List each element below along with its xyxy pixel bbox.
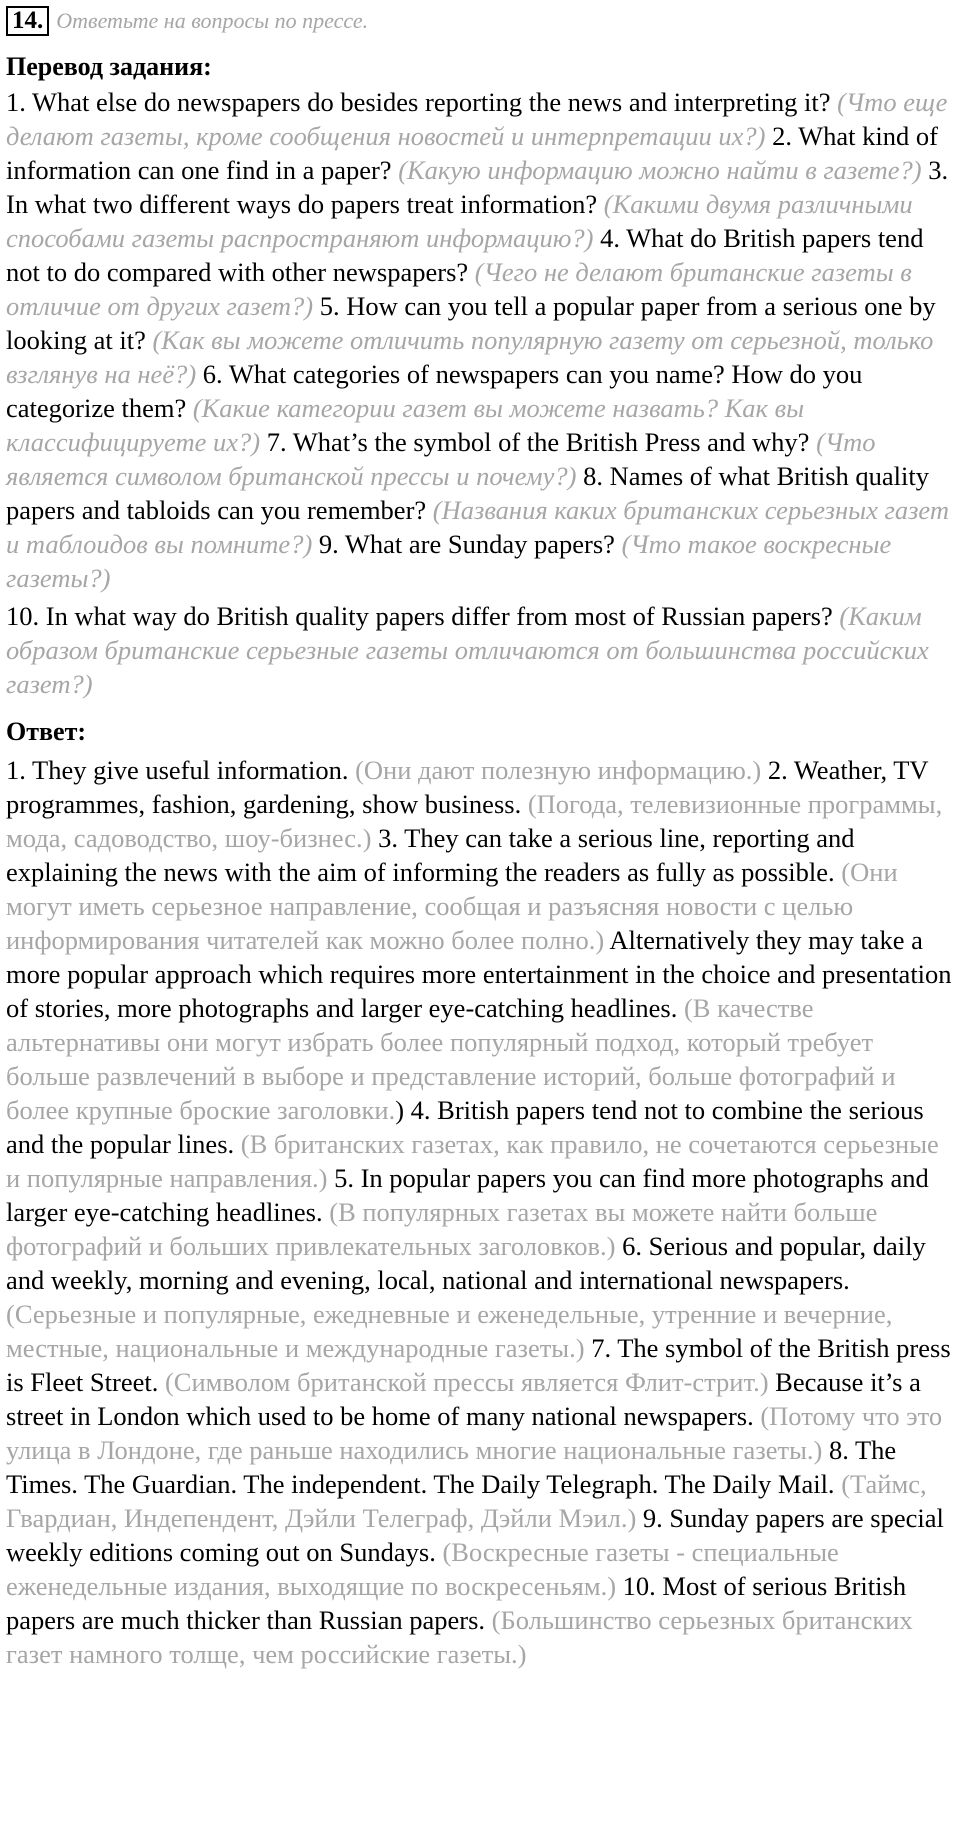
task-number: 14.	[6, 6, 49, 36]
answer-3b-en: Alternatively they may take a more popular approach which requires more entertainment in the choice and presentation of stories, more photographs and larger eye-catching headlines.	[6, 925, 952, 1023]
answer-3-en: 3. They can take a serious line, reporting and explaining the news with the aim of informing the readers as fully as possible.	[6, 823, 855, 887]
answer-2-en: 2. Weather, TV programmes, fashion, gardening, show business.	[6, 755, 929, 819]
answer-4-en: ) 4. British papers tend not to combine the serious and the popular lines.	[6, 1095, 924, 1159]
task-instruction: Ответьте на вопросы по прессе.	[56, 8, 369, 33]
questions-paragraph	[6, 85, 956, 595]
question-8-en: 8. Names of what British quality papers and tabloids can you remember?	[6, 461, 929, 525]
question-9-en: 9. What are Sunday papers?	[312, 529, 622, 559]
answer-4-ru: (В британских газетах, как правило, не сочетаются серьезные и популярные направления.)	[6, 1129, 939, 1193]
question-2-en: 2. What kind of information can one find in a paper?	[6, 121, 938, 185]
answers-paragraph	[6, 753, 956, 1671]
question-4-ru: (Чего не делают британские газеты в отличие от других газет?)	[6, 257, 912, 321]
question-10-en: 10. In what way do British quality papers differ from most of Russian papers?	[6, 601, 840, 631]
question-5-ru: (Как вы можете отличить популярную газету от серьезной, только взглянув на неё?)	[6, 325, 934, 389]
question-6-en: 6. What categories of newspapers can you name? How do you categorize them?	[6, 359, 863, 423]
answer-10-ru: (Большинство серьезных британских газет намного толще, чем российские газеты.)	[6, 1605, 913, 1669]
question-1-en: 1. What else do newspapers do besides reporting the news and interpreting it?	[6, 87, 838, 117]
answer-7-en: 7. The symbol of the British press is Fleet Street.	[6, 1333, 951, 1397]
answer-1-en: 1. They give useful information.	[6, 755, 356, 785]
question-10-ru: (Каким образом британские серьезные газеты отличаются от большинства российских газет?)	[6, 601, 929, 699]
answer-8-ru: (Таймс, Гвардиан, Индепендент, Дэйли Телеграф, Дэйли Мэил.)	[6, 1469, 927, 1533]
question-10-paragraph	[6, 599, 956, 701]
answer-9-ru: (Воскресные газеты - специальные еженедельные издания, выходящие по воскресеньям.)	[6, 1537, 839, 1601]
answer-5-en: 5. In popular papers you can find more photographs and larger eye-catching headlines.	[6, 1163, 929, 1227]
question-6-ru: (Какие категории газет вы можете назвать? Как вы классифицируете их?)	[6, 393, 805, 457]
translation-heading: Перевод задания:	[6, 52, 212, 81]
answer-6-ru: (Серьезные и популярные, ежедневные и еженедельные, утренние и вечерние, местные, национальные и международные газеты.)	[6, 1299, 893, 1363]
answer-7b-ru: (Потому что это улица в Лондоне, где раньше находились многие национальные газеты.)	[6, 1401, 943, 1465]
task-header	[6, 6, 956, 36]
question-4-en: 4. What do British papers tend not to do compared with other newspapers?	[6, 223, 924, 287]
question-1-ru: (Что еще делают газеты, кроме сообщения новостей и интерпретации их?)	[6, 87, 948, 151]
answer-heading: Ответ:	[6, 717, 87, 746]
question-9-ru: (Что такое воскресные газеты?)	[6, 529, 892, 593]
question-3-ru: (Какими двумя различными способами газеты распространяют информацию?)	[6, 189, 913, 253]
answer-7-ru: (Символом британской прессы является Флит-стрит.)	[164, 1367, 769, 1397]
answer-6-en: 6. Serious and popular, daily and weekly, morning and evening, local, national and international newspapers.	[6, 1231, 926, 1295]
document-page	[6, 6, 956, 1671]
answer-1-ru: (Они дают полезную информацию.)	[355, 755, 762, 785]
answer-8-en: 8. The Times. The Guardian. The independent. The Daily Telegraph. The Daily Mail.	[6, 1435, 897, 1499]
answer-9-en: 9. Sunday papers are special weekly editions coming out on Sundays.	[6, 1503, 944, 1567]
answer-5-ru: (В популярных газетах вы можете найти больше фотографий и больших привлекательных заголовков.)	[6, 1197, 878, 1261]
answer-2-ru: (Погода, телевизионные программы, мода, садоводство, шоу-бизнес.)	[6, 789, 943, 853]
question-5-en: 5. How can you tell a popular paper from a serious one by looking at it?	[6, 291, 936, 355]
answer-7b-en: Because it’s a street in London which used to be home of many national newspapers.	[6, 1367, 921, 1431]
answer-10-en: 10. Most of serious British papers are much thicker than Russian papers.	[6, 1571, 907, 1635]
question-7-en: 7. What’s the symbol of the British Press and why?	[260, 427, 817, 457]
question-7-ru: (Что является символом британской прессы и почему?)	[6, 427, 876, 491]
question-2-ru: (Какую информацию можно найти в газете?)	[398, 155, 922, 185]
question-3-en: 3. In what two different ways do papers treat information?	[6, 155, 949, 219]
answer-3b-ru: (В качестве альтернативы они могут избрать более популярный подход, который требует больше развлечений в выборе и представление историй, больше фотографий и более крупные броские заголовки.	[6, 993, 896, 1125]
question-8-ru: (Названия каких британских серьезных газет и таблоидов вы помните?)	[6, 495, 949, 559]
answer-3-ru: (Они могут иметь серьезное направление, сообщая и разъясняя новости с целью информирования читателей как можно более полно.)	[6, 857, 898, 955]
